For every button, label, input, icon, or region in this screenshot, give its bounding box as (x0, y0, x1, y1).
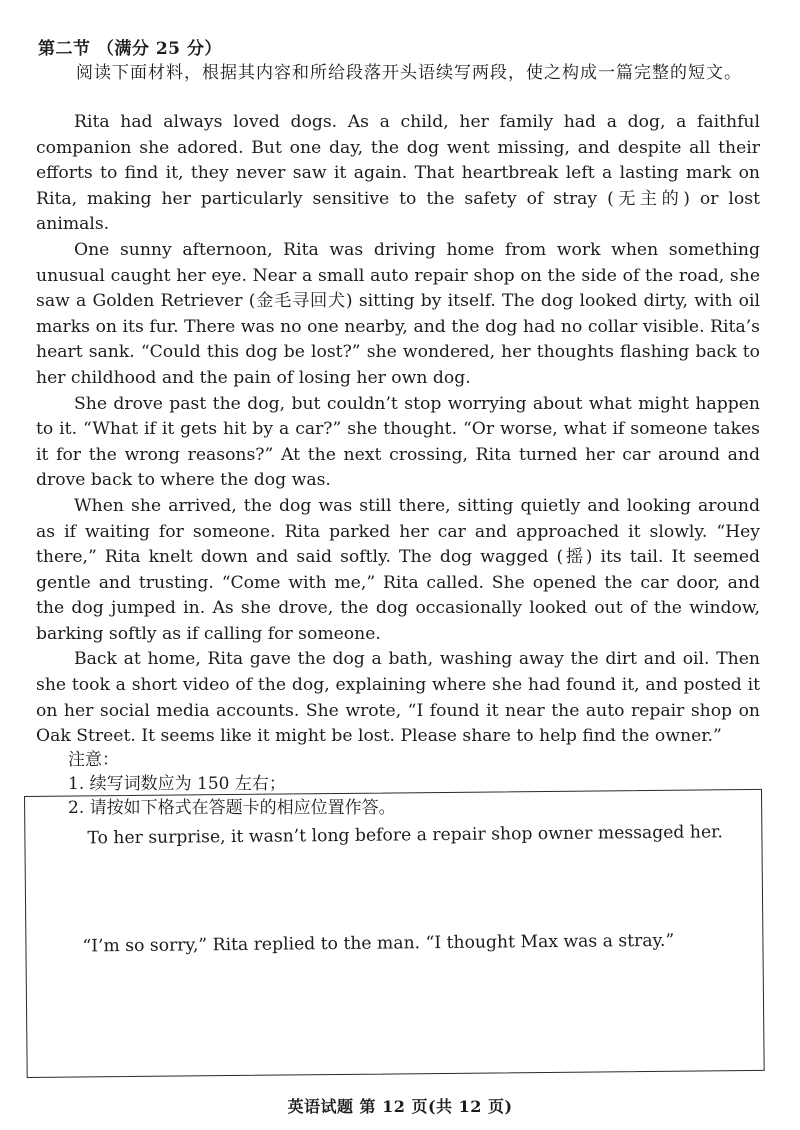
passage-paragraph-4: When she arrived, the dog was still there, sitting quietly and looking around as if waiting for someone. Rita parked her car and approached it slowly. “Hey there,” Rita knelt down and said softly. The dog wagged (摇) its tail. It seemed gentle and trusting. “Come with me,” Rita called. She opened the car door, and the dog jumped in. As she drove, the dog occasionally looked out of the window, barking softly as if calling for someone. (36, 495, 760, 644)
instruction-text: 阅读下面材料，根据其内容和所给段落开头语续写两段，使之构成一篇完整的短文。 (76, 63, 742, 83)
section-heading: 第二节 （满分 25 分） (38, 39, 222, 59)
reading-passage (36, 110, 760, 750)
notes-title: 注意： (68, 750, 119, 770)
answer-box (24, 789, 765, 1078)
passage-paragraph-1: Rita had always loved dogs. As a child, her family had a dog, a faithful companion she adored. But one day, the dog went missing, and despite all their efforts to find it, they never saw it again. That heartbreak left a lasting mark on Rita, making her particularly sensitive to the safety of stray (无主的) or lost animals. (36, 112, 760, 235)
passage-paragraph-5: Back at home, Rita gave the dog a bath, washing away the dirt and oil. Then she took a short video of the dog, explaining where she had found it, and posted it on her social media accounts. She wrote, “I found it near the auto repair shop on Oak Street. It seems like it might be lost. Please share to help find the owner.” (36, 649, 760, 747)
page-footer: 英语试题 第 12 页(共 12 页) (287, 1097, 513, 1116)
note-item-format: 2. 请按如下格式在答题卡的相应位置作答。 (68, 798, 396, 818)
note-item-word-count: 1. 续写词数应为 150 左右； (68, 774, 286, 794)
passage-paragraph-3: She drove past the dog, but couldn’t stop worrying about what might happen to it. “What if it gets hit by a car?” she thought. “Or worse, what if someone takes it for the wrong reasons?” At the next crossing, Rita turned her car around and drove back to where the dog was. (36, 393, 760, 491)
passage-paragraph-2: One sunny afternoon, Rita was driving home from work when something unusual caught her eye. Near a small auto repair shop on the side of the road, she saw a Golden Retriever (金毛寻回犬) sitting by itself. The dog looked dirty, with oil marks on its fur. There was no one nearby, and the dog had no collar visible. Rita’s heart sank. “Could this dog be lost?” she wondered, her thoughts flashing back to her childhood and the pain of losing her own dog. (36, 239, 760, 388)
paragraph-prompt-1: To her surprise, it wasn’t long before a repair shop owner messaged her. (87, 822, 723, 849)
paragraph-prompt-2: “I’m so sorry,” Rita replied to the man. “I thought Max was a stray.” (82, 930, 675, 957)
